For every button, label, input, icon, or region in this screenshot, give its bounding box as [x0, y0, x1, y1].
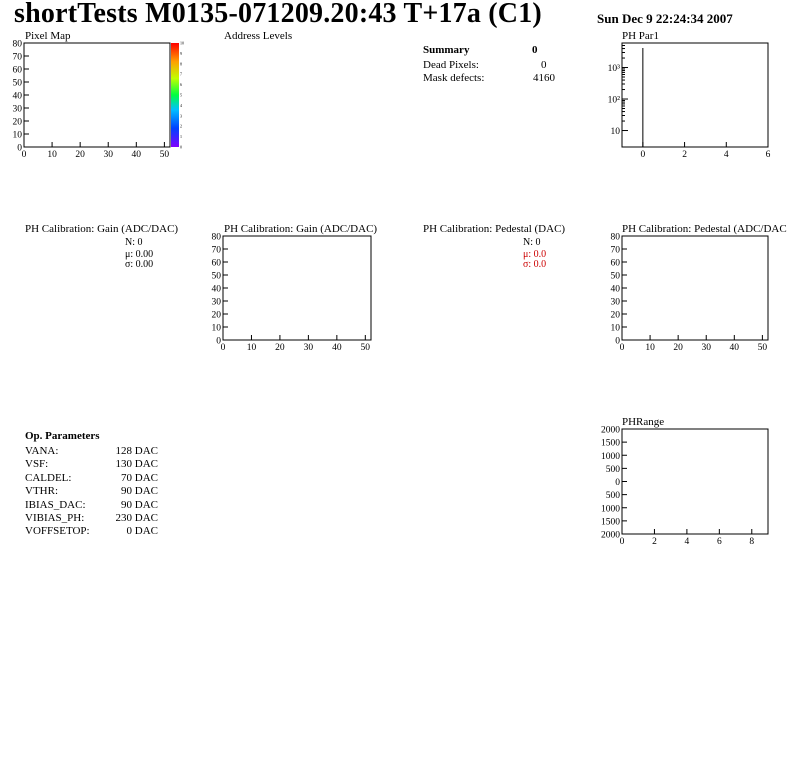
ped2-xtick-label: 0	[619, 343, 625, 353]
gain2-xtick-label: 0	[220, 343, 226, 353]
ped2-ytick-label: 40	[610, 284, 620, 295]
ped2-ytick-label: 10	[610, 323, 620, 334]
op-param-name: VANA:	[25, 445, 59, 457]
gain2-xtick-label: 40	[332, 343, 342, 353]
phrange-xtick-label: 0	[619, 537, 625, 547]
pixel-map-title: Pixel Map	[25, 30, 71, 42]
op-param-name: CALDEL:	[25, 471, 72, 484]
pixel-map-ytick-label: 50	[12, 78, 22, 89]
op-param-name: VTHR:	[25, 485, 58, 498]
pixel-map-color-scale	[171, 43, 179, 147]
pixel-map-z-label: 0	[180, 144, 182, 150]
pixel-map-xtick-label: 10	[47, 150, 57, 160]
gain2-title: PH Calibration: Gain (ADC/DAC)	[224, 223, 378, 235]
op-param-value: 0 DAC	[126, 525, 158, 538]
dead-pixels-label: Dead Pixels:	[423, 59, 479, 71]
pixel-map-xtick-label: 50	[159, 150, 170, 160]
page-title: shortTests M0135-071209.20:43 T+17a (C1)	[14, 0, 542, 29]
pixel-map-z-label: 10	[180, 40, 184, 46]
gain2-frame	[223, 236, 371, 340]
phrange-ytick-label: 2000	[601, 425, 620, 436]
ped1-stat-mu: μ: 0.0	[523, 249, 547, 260]
ped2-xtick-label: 40	[729, 343, 740, 353]
ph-par1-ytick-label: 10	[610, 127, 620, 138]
phrange-ytick-label: 1500	[601, 517, 620, 528]
pixel-map-xtick-label: 20	[75, 150, 85, 160]
ped2-xtick-label: 30	[701, 343, 711, 353]
op-param-value: 70 DAC	[121, 471, 158, 484]
gain2-ytick-label: 40	[211, 284, 221, 295]
gain2-xtick-label: 10	[246, 343, 257, 353]
ped1-title: PH Calibration: Pedestal (DAC)	[423, 223, 566, 235]
op-param-name: VIBIAS_PH:	[25, 512, 85, 524]
ph-par1-frame	[622, 43, 768, 147]
pixel-map-z-label: 5	[180, 92, 182, 98]
pixel-map-z-label: 2	[180, 123, 182, 129]
gain2-ytick-label: 50	[211, 271, 221, 282]
pixel-map-z-label: 4	[180, 102, 182, 108]
ph-par1-title: PH Par1	[622, 30, 659, 42]
ped2-ytick-label: 30	[610, 297, 620, 308]
pixel-map-ytick-label: 30	[12, 104, 22, 115]
phrange-ytick-label: 500	[605, 464, 620, 475]
gain2-xtick-label: 20	[275, 343, 285, 353]
pixel-map-z-label: 9	[180, 50, 182, 56]
gain2-ytick-label: 30	[211, 297, 221, 308]
ped2-ytick-label: 50	[610, 271, 620, 282]
dead-pixels-value: 0	[541, 59, 547, 71]
address-levels-title: Address Levels	[224, 30, 293, 42]
phrange-xtick-label: 2	[652, 537, 657, 547]
ped2-frame	[622, 236, 768, 340]
gain1-stat-sigma: σ: 0.00	[125, 259, 154, 270]
gain2-ytick-label: 70	[211, 245, 221, 256]
gain2-ytick-label: 60	[211, 258, 221, 269]
gain2-ytick-label: 20	[211, 310, 221, 321]
op-param-value: 90 DAC	[121, 485, 158, 498]
phrange-ytick-label: 500	[605, 491, 620, 502]
summary-title: Summary	[423, 44, 470, 56]
gain1-stat-mu: μ: 0.00	[125, 249, 154, 260]
phrange-xtick-label: 6	[716, 537, 722, 547]
pixel-map-xtick-label: 30	[103, 150, 113, 160]
ped1-stat-n: N: 0	[523, 237, 541, 248]
ph-par1-xtick-label: 0	[640, 150, 646, 160]
op-param-name: IBIAS_DAC:	[25, 498, 86, 511]
pixel-map-ytick-label: 40	[12, 91, 22, 102]
gain1-title: PH Calibration: Gain (ADC/DAC)	[25, 223, 179, 235]
pixel-map-ytick-label: 60	[12, 65, 22, 76]
phrange-title: PHRange	[622, 416, 665, 428]
ped2-ytick-label: 0	[615, 336, 620, 347]
ped2-ytick-label: 80	[610, 232, 620, 243]
mask-defects-value: 4160	[533, 72, 555, 84]
ph-par1-xtick-label: 4	[723, 150, 729, 160]
gain2-xtick-label: 30	[303, 343, 314, 353]
pixel-map-z-label: 1	[180, 134, 182, 140]
ped2-title: PH Calibration: Pedestal (ADC/DAC	[622, 223, 787, 235]
gain2-ytick-label: 0	[216, 336, 221, 347]
timestamp: Sun Dec 9 22:24:34 2007	[597, 11, 733, 26]
ped2-ytick-label: 20	[610, 310, 620, 321]
pixel-map-z-label: 8	[180, 61, 182, 67]
ped2-ytick-label: 60	[610, 258, 620, 269]
phrange-ytick-label: 1000	[601, 504, 620, 515]
ph-par1-ytick-label: 10³	[607, 64, 620, 75]
gain2-ytick-label: 10	[211, 323, 221, 334]
pixel-map-ytick-label: 10	[12, 130, 22, 141]
pixel-map-z-label: 3	[180, 113, 182, 119]
ped2-xtick-label: 10	[645, 343, 655, 353]
gain1-stat-n: N: 0	[125, 237, 143, 248]
ped2-xtick-label: 20	[673, 343, 683, 353]
phrange-ytick-label: 1000	[601, 451, 620, 462]
phrange-ytick-label: 0	[615, 478, 620, 488]
ped2-xtick-label: 50	[757, 343, 768, 353]
summary-title-value: 0	[532, 44, 538, 56]
phrange-frame	[622, 429, 768, 534]
phrange-ytick-label: 1500	[601, 438, 620, 449]
pixel-map-z-label: 7	[180, 71, 182, 77]
pixel-map-ytick-label: 80	[12, 39, 22, 50]
mask-defects-label: Mask defects:	[423, 72, 485, 84]
ph-par1-xtick-label: 2	[682, 150, 687, 160]
op-param-value: 128 DAC	[115, 445, 158, 457]
ph-par1-xtick-label: 6	[765, 150, 771, 160]
op-params-title: Op. Parameters	[25, 430, 100, 442]
pixel-map-z-label: 6	[180, 82, 182, 88]
gain2-ytick-label: 80	[211, 232, 221, 243]
op-param-value: 90 DAC	[121, 498, 158, 511]
pixel-map-ytick-label: 0	[17, 143, 22, 154]
gain2-xtick-label: 50	[360, 343, 371, 353]
phrange-ytick-label: 2000	[601, 530, 620, 541]
pixel-map-frame	[24, 43, 170, 147]
phrange-xtick-label: 4	[684, 537, 690, 547]
op-param-value: 130 DAC	[115, 458, 158, 471]
pixel-map-ytick-label: 20	[12, 117, 22, 128]
phrange-xtick-label: 8	[749, 537, 755, 547]
pixel-map-xtick-label: 0	[21, 150, 27, 160]
pixel-map-ytick-label: 70	[12, 52, 22, 63]
op-param-value: 230 DAC	[115, 512, 158, 524]
pixel-map-xtick-label: 40	[131, 150, 142, 160]
op-param-name: VSF:	[25, 458, 49, 471]
ph-par1-ytick-label: 10²	[607, 95, 620, 106]
op-param-name: VOFFSETOP:	[25, 525, 90, 538]
ped1-stat-sigma: σ: 0.0	[523, 259, 547, 270]
ped2-ytick-label: 70	[610, 245, 620, 256]
